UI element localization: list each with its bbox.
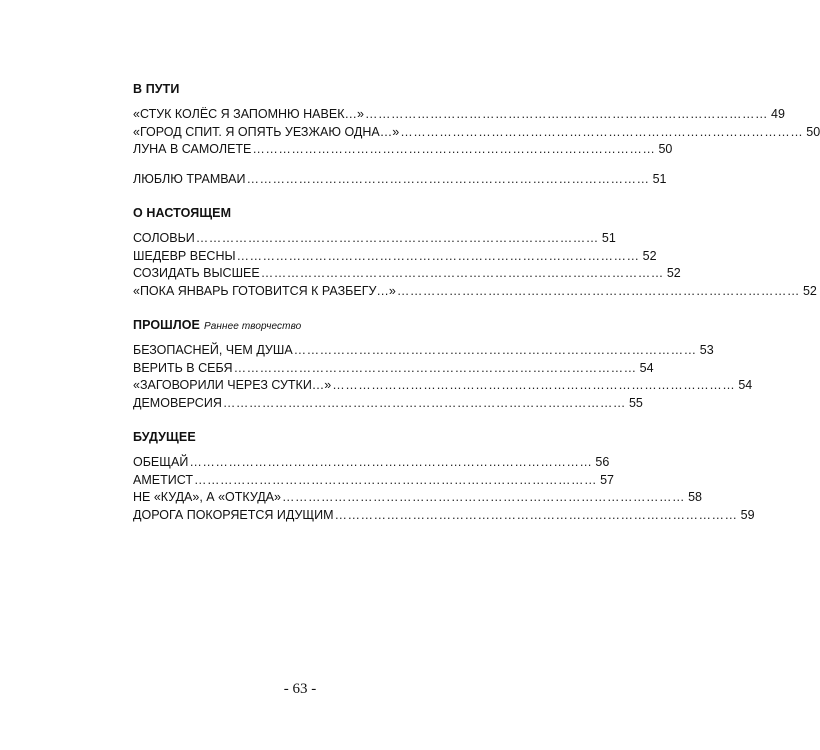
toc-entry[interactable] <box>133 248 657 266</box>
entry-page: 54 <box>738 378 753 392</box>
dot-leader: ………………………………………………………………………………… <box>364 107 768 121</box>
section-title: О НАСТОЯЩЕМ <box>133 206 232 220</box>
toc-section-budushchee <box>133 426 755 524</box>
entry-title: НЕ «КУДА», А «ОТКУДА» <box>133 490 281 504</box>
dot-leader: ………………………………………………………………………………… <box>332 378 736 392</box>
entry-title: ВЕРИТЬ В СЕБЯ <box>133 360 233 375</box>
table-of-contents <box>133 78 820 524</box>
toc-entry[interactable] <box>133 265 681 283</box>
entry-title: ДОРОГА ПОКОРЯЕТСЯ ИДУЩИМ <box>133 507 334 522</box>
toc-entry[interactable] <box>133 171 667 189</box>
entry-page: 52 <box>642 248 657 263</box>
dot-leader: ………………………………………………………………………………… <box>246 171 650 186</box>
toc-entry[interactable] <box>133 124 820 142</box>
toc-section-proshloe <box>133 314 753 412</box>
section-heading <box>133 426 468 448</box>
entry-title: ОБЕЩАЙ <box>133 455 189 469</box>
toc-entry[interactable] <box>133 283 817 301</box>
entry-title: СОЗИДАТЬ ВЫСШЕЕ <box>133 266 260 280</box>
section-title: В ПУТИ <box>133 82 180 96</box>
entry-title: «ЗАГОВОРИЛИ ЧЕРЕЗ СУТКИ…» <box>133 378 332 392</box>
dot-leader: ………………………………………………………………………………… <box>293 343 697 357</box>
toc-entry[interactable] <box>133 377 753 395</box>
toc-entry[interactable] <box>133 106 785 124</box>
toc-section-v-puti <box>133 78 820 188</box>
entry-page: 51 <box>652 171 667 186</box>
entry-page: 52 <box>666 266 681 280</box>
dot-leader: ………………………………………………………………………………… <box>222 395 626 410</box>
section-subtitle: Раннее творчество <box>203 321 302 332</box>
entry-title: «СТУК КОЛЁС Я ЗАПОМНЮ НАВЕК…» <box>133 107 364 121</box>
dot-leader: ………………………………………………………………………………… <box>233 360 637 375</box>
toc-entry[interactable] <box>133 507 755 525</box>
entry-title: БЕЗОПАСНЕЙ, ЧЕМ ДУША <box>133 343 293 357</box>
entry-title: АМЕТИСТ <box>133 472 193 487</box>
entry-page: 54 <box>639 360 654 375</box>
toc-section-o-nastoyashchem <box>133 202 817 300</box>
dot-leader: ………………………………………………………………………………… <box>400 124 804 139</box>
dot-leader: ………………………………………………………………………………… <box>189 455 593 469</box>
entry-page: 57 <box>600 472 614 487</box>
entry-page: 51 <box>601 231 616 245</box>
entry-title: СОЛОВЬИ <box>133 231 195 245</box>
toc-entry[interactable] <box>133 454 610 472</box>
entry-page: 49 <box>771 107 785 121</box>
toc-entry[interactable] <box>133 360 654 378</box>
toc-entry[interactable] <box>133 489 702 507</box>
entry-title: «ПОКА ЯНВАРЬ ГОТОВИТСЯ К РАЗБЕГУ…» <box>133 283 396 298</box>
dot-leader: ………………………………………………………………………………… <box>334 507 738 522</box>
toc-entry[interactable] <box>133 230 616 248</box>
dot-leader: ………………………………………………………………………………… <box>252 142 656 156</box>
entry-page: 55 <box>628 395 643 410</box>
toc-entry[interactable] <box>133 141 673 159</box>
section-heading <box>133 78 468 100</box>
section-heading <box>133 202 468 224</box>
dot-leader: ………………………………………………………………………………… <box>193 472 597 487</box>
section-title: БУДУЩЕЕ <box>133 430 196 444</box>
entry-title: ШЕДЕВР ВЕСНЫ <box>133 248 236 263</box>
toc-entry[interactable] <box>133 395 643 413</box>
entry-page: 53 <box>699 343 714 357</box>
entry-title: ДЕМОВЕРСИЯ <box>133 395 222 410</box>
section-title: ПРОШЛОЕ <box>133 318 200 332</box>
toc-entry[interactable] <box>133 342 714 360</box>
entry-page: 56 <box>595 455 610 469</box>
toc-entry[interactable] <box>133 472 614 490</box>
dot-leader: ………………………………………………………………………………… <box>236 248 640 263</box>
entry-page: 50 <box>806 124 820 139</box>
entry-page: 52 <box>802 283 817 298</box>
entry-page: 59 <box>740 507 755 522</box>
section-heading <box>133 314 468 336</box>
entry-title: «ГОРОД СПИТ. Я ОПЯТЬ УЕЗЖАЮ ОДНА…» <box>133 124 400 139</box>
dot-leader: ………………………………………………………………………………… <box>260 266 664 280</box>
dot-leader: ………………………………………………………………………………… <box>396 283 800 298</box>
dot-leader: ………………………………………………………………………………… <box>281 490 685 504</box>
page-number: - 63 - <box>283 681 317 697</box>
entry-title: ЛУНА В САМОЛЕТЕ <box>133 142 252 156</box>
entry-page: 50 <box>658 142 673 156</box>
entry-page: 58 <box>688 490 702 504</box>
entry-title: ЛЮБЛЮ ТРАМВАИ <box>133 171 246 186</box>
dot-leader: ………………………………………………………………………………… <box>195 231 599 245</box>
